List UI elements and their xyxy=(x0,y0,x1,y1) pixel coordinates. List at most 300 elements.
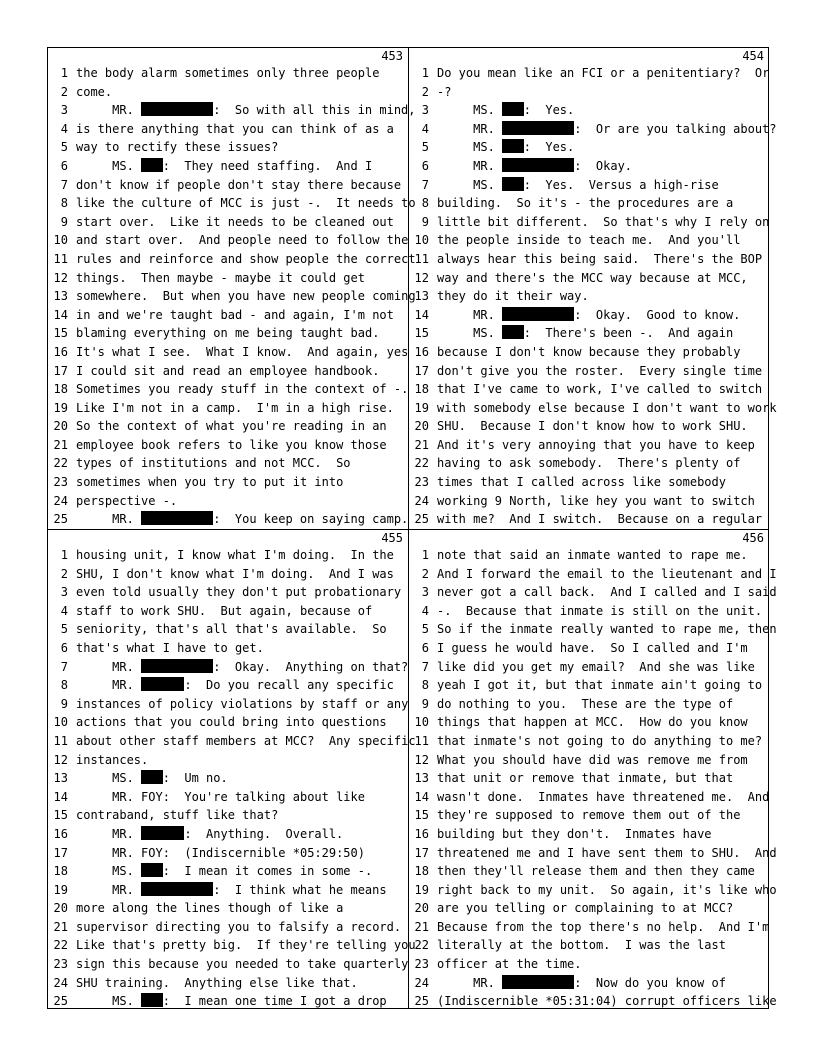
text-segment: about other staff members at MCC? Any specific xyxy=(76,733,416,748)
line-number: 7 xyxy=(60,659,68,674)
transcript-line xyxy=(409,862,770,881)
text-segment: : So with all this in mind, xyxy=(213,103,416,118)
text-segment: rules and reinforce and show people the correct xyxy=(76,251,416,266)
redaction-box xyxy=(141,993,163,1007)
text-segment: sometimes when you try to put it into xyxy=(76,475,344,490)
transcript-line xyxy=(409,138,770,157)
line-number: 22 xyxy=(53,456,68,471)
text-segment: : Okay. xyxy=(574,158,633,173)
transcript-line xyxy=(409,454,770,473)
text-segment: MS. xyxy=(76,771,142,786)
line-text xyxy=(437,899,733,918)
text-segment: MS. xyxy=(76,158,142,173)
line-number: 19 xyxy=(53,882,68,897)
text-segment: then they'll release them and then they came xyxy=(437,864,755,879)
line-number: 19 xyxy=(53,400,68,415)
text-segment: : Now do you know of xyxy=(574,975,726,990)
text-segment: Because from the top there's no help. And I'm xyxy=(437,919,770,934)
line-number: 20 xyxy=(53,901,68,916)
text-segment: little bit different. So that's why I rely on xyxy=(437,214,770,229)
text-segment: contraband, stuff like that? xyxy=(76,808,279,823)
redaction-box xyxy=(141,659,213,673)
line-text xyxy=(437,992,777,1011)
text-segment: So if the inmate really wanted to rape me, then xyxy=(437,622,777,637)
redaction-box xyxy=(141,158,163,172)
line-text xyxy=(437,676,762,695)
line-number: 1 xyxy=(421,66,429,80)
transcript-page-456 xyxy=(409,530,777,1011)
text-segment: start over. Like it needs to be cleaned out xyxy=(76,214,394,229)
line-number: 25 xyxy=(53,512,68,527)
text-segment: don't give you the roster. Every single time xyxy=(437,363,763,378)
text-segment: way and there's the MCC way because at MCC, xyxy=(437,270,748,285)
text-segment: MR. xyxy=(76,882,142,897)
line-number: 14 xyxy=(414,789,429,804)
line-text xyxy=(76,306,394,325)
line-text xyxy=(437,120,777,139)
text-segment: SHU, I don't know what I'm doing. And I was xyxy=(76,566,394,581)
text-segment: SHU training. Anything else like that. xyxy=(76,975,358,990)
text-segment: staff to work SHU. But again, because of xyxy=(76,603,373,618)
transcript-line xyxy=(409,881,777,900)
text-segment: threatened me and I have sent them to SHU. And xyxy=(437,845,777,860)
line-number: 11 xyxy=(53,251,68,266)
line-text xyxy=(437,713,748,732)
transcript-line xyxy=(48,510,409,529)
line-number: 17 xyxy=(53,363,68,378)
line-number: 13 xyxy=(53,289,68,304)
line-number: 11 xyxy=(414,251,429,266)
text-segment: MR. xyxy=(437,158,503,173)
text-segment: more along the lines though of like a xyxy=(76,901,344,916)
line-text xyxy=(76,955,408,974)
transcript-line xyxy=(48,231,409,250)
transcript-line xyxy=(409,955,770,974)
line-text xyxy=(437,565,777,584)
line-text xyxy=(76,417,387,436)
line-number: 10 xyxy=(414,715,429,730)
redaction-box xyxy=(141,511,213,525)
text-segment: : I mean one time I got a drop xyxy=(162,994,387,1009)
line-text xyxy=(437,287,589,306)
line-number: 19 xyxy=(414,400,429,415)
transcript-line xyxy=(409,380,770,399)
line-number: 24 xyxy=(53,493,68,508)
line-text xyxy=(76,620,387,639)
transcript-line xyxy=(409,64,770,83)
line-text xyxy=(76,343,408,362)
text-segment: MR. xyxy=(76,678,142,693)
transcript-line xyxy=(409,732,770,751)
line-number: 5 xyxy=(60,622,68,637)
line-number: 24 xyxy=(414,975,429,990)
line-number: 12 xyxy=(414,752,429,767)
line-text xyxy=(437,658,755,677)
line-number: 10 xyxy=(414,233,429,248)
transcript-line xyxy=(409,713,770,732)
transcript-line xyxy=(48,380,409,399)
line-text xyxy=(76,231,408,250)
transcript-line xyxy=(48,343,409,362)
line-number: 3 xyxy=(421,585,429,600)
line-text xyxy=(76,602,372,621)
text-segment: : Yes. xyxy=(523,140,575,155)
text-segment: actions that you could bring into questions xyxy=(76,715,387,730)
line-text xyxy=(437,138,574,157)
text-segment: MR. xyxy=(76,103,142,118)
line-text xyxy=(76,176,401,195)
transcript-line xyxy=(409,120,777,139)
line-text xyxy=(76,806,278,825)
transcript-line xyxy=(409,992,777,1011)
transcript-frame xyxy=(47,47,777,1009)
line-number: 25 xyxy=(414,994,429,1009)
line-number: 11 xyxy=(414,733,429,748)
text-segment: because I don't know because they probably xyxy=(437,344,741,359)
line-text xyxy=(437,825,712,844)
line-number: 15 xyxy=(414,326,429,341)
line-number: 18 xyxy=(414,864,429,879)
line-text xyxy=(437,751,748,770)
line-text xyxy=(437,157,632,176)
transcript-line xyxy=(48,844,409,863)
line-number: 13 xyxy=(414,289,429,304)
text-segment: : Yes. xyxy=(523,103,575,118)
transcript-line xyxy=(48,417,409,436)
line-number: 20 xyxy=(53,419,68,434)
line-text xyxy=(437,101,574,120)
line-number: 24 xyxy=(53,975,68,990)
line-number: 13 xyxy=(53,771,68,786)
transcript-line xyxy=(48,936,416,955)
transcript-line xyxy=(409,565,777,584)
line-text xyxy=(76,899,343,918)
transcript-line xyxy=(48,788,409,807)
text-segment: : They need staffing. And I xyxy=(162,158,373,173)
line-number: 6 xyxy=(60,158,68,173)
redaction-box xyxy=(502,102,524,116)
line-text xyxy=(76,769,228,788)
line-number: 5 xyxy=(421,140,429,155)
text-segment: MS. xyxy=(437,326,503,341)
text-segment: even told usually they don't put probationary xyxy=(76,585,402,600)
text-segment: I could sit and read an employee handbook. xyxy=(76,363,380,378)
line-text xyxy=(437,806,740,825)
transcript-line xyxy=(409,417,770,436)
text-segment: is there anything that you can think of as a xyxy=(76,121,394,136)
text-segment: that unit or remove that inmate, but that xyxy=(437,771,734,786)
redaction-box xyxy=(502,121,574,135)
line-text xyxy=(76,676,394,695)
line-number: 2 xyxy=(60,84,68,99)
transcript-line xyxy=(409,602,770,621)
text-segment: having to ask somebody. There's plenty of xyxy=(437,456,741,471)
transcript-line xyxy=(409,546,770,565)
line-list xyxy=(409,546,777,1011)
transcript-line xyxy=(48,825,409,844)
transcript-line xyxy=(48,862,409,881)
transcript-line xyxy=(409,362,770,381)
line-text xyxy=(76,194,416,213)
line-text xyxy=(76,138,278,157)
line-text xyxy=(76,713,387,732)
line-number: 14 xyxy=(414,307,429,322)
line-number: 8 xyxy=(60,196,68,211)
line-number: 19 xyxy=(414,882,429,897)
transcript-line xyxy=(409,157,770,176)
line-text xyxy=(437,399,777,418)
text-segment: MS. xyxy=(437,177,503,192)
transcript-line xyxy=(48,473,409,492)
line-text xyxy=(76,862,372,881)
line-number: 12 xyxy=(53,752,68,767)
transcript-line xyxy=(409,436,770,455)
line-number: 8 xyxy=(60,678,68,693)
transcript-line xyxy=(48,287,416,306)
line-number: 5 xyxy=(421,622,429,637)
transcript-line xyxy=(48,138,409,157)
transcript-line xyxy=(409,769,770,788)
line-text xyxy=(437,231,740,250)
transcript-line xyxy=(409,194,770,213)
line-text xyxy=(76,473,343,492)
line-number: 7 xyxy=(421,659,429,674)
line-text xyxy=(76,157,372,176)
transcript-line xyxy=(48,620,409,639)
transcript-line xyxy=(409,101,770,120)
text-segment: that I've came to work, I've called to switch xyxy=(437,382,763,397)
text-segment: : I think what he means xyxy=(213,882,387,897)
redaction-box xyxy=(141,863,163,877)
text-segment: way to rectify these issues? xyxy=(76,140,279,155)
text-segment: Like I'm not in a camp. I'm in a high rise. xyxy=(76,400,394,415)
redaction-box xyxy=(141,677,184,691)
text-segment: : Do you recall any specific xyxy=(184,678,394,693)
text-segment: -. Because that inmate is still on the unit. xyxy=(437,603,763,618)
text-segment: employee book refers to like you know those xyxy=(76,437,387,452)
transcript-line xyxy=(409,213,770,232)
redaction-box xyxy=(141,826,184,840)
transcript-line xyxy=(48,713,409,732)
redaction-box xyxy=(141,102,213,116)
transcript-line xyxy=(48,399,409,418)
transcript-line xyxy=(48,176,409,195)
transcript-line xyxy=(409,510,770,529)
transcript-line xyxy=(409,176,770,195)
text-segment: : Okay. Anything on that? xyxy=(213,659,409,674)
line-number: 16 xyxy=(53,344,68,359)
text-segment: : Anything. Overall. xyxy=(184,826,344,841)
line-text xyxy=(437,83,451,102)
text-segment: that inmate's not going to do anything to me? xyxy=(437,733,763,748)
line-number: 6 xyxy=(421,158,429,173)
text-segment: (Indiscernible *05:31:04) corrupt officers like xyxy=(437,994,777,1009)
line-number: 17 xyxy=(414,845,429,860)
line-text xyxy=(437,732,762,751)
line-number: 23 xyxy=(53,957,68,972)
redaction-box xyxy=(502,307,574,321)
line-number: 4 xyxy=(60,121,68,136)
line-text xyxy=(76,120,394,139)
line-number: 7 xyxy=(60,177,68,192)
line-number: 16 xyxy=(414,344,429,359)
text-segment: and start over. And people need to follow the xyxy=(76,233,409,248)
text-segment: -? xyxy=(437,84,452,99)
line-number: 15 xyxy=(53,326,68,341)
line-number: 10 xyxy=(53,233,68,248)
text-segment: come. xyxy=(76,84,113,99)
line-number: 7 xyxy=(421,177,429,192)
line-number: 1 xyxy=(60,66,68,80)
line-number: 20 xyxy=(414,419,429,434)
text-segment: perspective -. xyxy=(76,493,178,508)
line-text xyxy=(76,64,379,83)
line-text xyxy=(76,732,416,751)
text-segment: MR. FOY: You're talking about like xyxy=(76,789,365,804)
line-text xyxy=(437,936,726,955)
line-number: 11 xyxy=(53,733,68,748)
text-segment: the people inside to teach me. And you'll xyxy=(437,233,741,248)
line-list xyxy=(48,64,416,529)
transcript-line xyxy=(48,436,409,455)
line-number: 10 xyxy=(53,715,68,730)
text-segment: officer at the time. xyxy=(437,957,582,972)
line-text xyxy=(76,213,394,232)
text-segment: working 9 North, like hey you want to switch xyxy=(437,493,755,508)
text-segment: right back to my unit. So again, it's like who xyxy=(437,882,777,897)
transcript-line xyxy=(409,343,770,362)
transcript-line xyxy=(409,324,770,343)
line-number: 12 xyxy=(414,270,429,285)
line-number: 3 xyxy=(60,103,68,118)
line-text xyxy=(437,380,762,399)
line-text xyxy=(437,881,777,900)
text-segment: MS. xyxy=(76,864,142,879)
line-number: 3 xyxy=(421,103,429,118)
text-segment: instances. xyxy=(76,752,149,767)
text-segment: never got a call back. And I called and I said xyxy=(437,585,777,600)
line-number: 23 xyxy=(53,475,68,490)
line-text xyxy=(437,510,762,529)
text-segment: : Yes. Versus a high-rise xyxy=(523,177,719,192)
line-number: 17 xyxy=(53,845,68,860)
line-text xyxy=(437,844,777,863)
text-segment: supervisor directing you to falsify a record. xyxy=(76,919,402,934)
line-text xyxy=(437,918,769,937)
line-text xyxy=(437,602,762,621)
line-list xyxy=(409,64,777,529)
transcript-line xyxy=(48,565,409,584)
text-segment: Do you mean like an FCI or a penitentiary? Or xyxy=(437,66,770,80)
text-segment: like did you get my email? And she was like xyxy=(437,659,755,674)
line-number: 20 xyxy=(414,901,429,916)
line-text xyxy=(437,546,748,565)
transcript-line xyxy=(409,695,770,714)
text-segment: And it's very annoying that you have to keep xyxy=(437,437,755,452)
line-number: 22 xyxy=(414,938,429,953)
transcript-line xyxy=(48,269,409,288)
line-number: 22 xyxy=(53,938,68,953)
line-text xyxy=(76,83,112,102)
text-segment: things. Then maybe - maybe it could get xyxy=(76,270,365,285)
line-text xyxy=(76,492,177,511)
transcript-line xyxy=(48,546,409,565)
line-text xyxy=(437,695,733,714)
line-text xyxy=(76,436,387,455)
text-segment: yeah I got it, but that inmate ain't going to xyxy=(437,678,763,693)
text-segment: somewhere. But when you have new people coming xyxy=(76,289,416,304)
line-number: 18 xyxy=(53,864,68,879)
text-segment: MR. xyxy=(437,121,503,136)
text-segment: do nothing to you. These are the type of xyxy=(437,696,734,711)
line-number: 25 xyxy=(53,994,68,1009)
text-segment: Sometimes you ready stuff in the context of -. xyxy=(76,382,409,397)
page-number: 454 xyxy=(742,49,764,63)
transcript-page-453 xyxy=(48,48,416,529)
text-segment: : You keep on saying camp. xyxy=(213,512,409,527)
line-number: 15 xyxy=(53,808,68,823)
text-segment: MR. xyxy=(437,307,503,322)
redaction-box xyxy=(502,975,574,989)
line-text xyxy=(76,287,416,306)
line-text xyxy=(76,881,387,900)
line-number: 9 xyxy=(421,214,429,229)
transcript-line xyxy=(48,602,409,621)
transcript-line xyxy=(48,213,409,232)
line-text xyxy=(437,194,733,213)
text-segment: sign this because you needed to take quarterly xyxy=(76,957,409,972)
text-segment: SHU. Because I don't know how to work SHU. xyxy=(437,419,748,434)
line-text xyxy=(437,974,726,993)
line-text xyxy=(76,324,379,343)
line-number: 2 xyxy=(421,84,429,99)
transcript-page-455 xyxy=(48,530,416,1011)
text-segment: they're supposed to remove them out of the xyxy=(437,808,741,823)
text-segment: : Um no. xyxy=(162,771,228,786)
transcript-line xyxy=(409,751,770,770)
line-text xyxy=(437,639,748,658)
line-number: 21 xyxy=(53,437,68,452)
line-number: 9 xyxy=(60,696,68,711)
text-segment: MS. xyxy=(437,140,503,155)
line-text xyxy=(76,974,358,993)
page-number: 456 xyxy=(742,531,764,545)
line-number: 14 xyxy=(53,307,68,322)
line-number: 4 xyxy=(421,603,429,618)
transcript-line xyxy=(48,955,409,974)
transcript-line xyxy=(48,695,409,714)
line-number: 25 xyxy=(414,512,429,527)
line-text xyxy=(437,362,762,381)
transcript-line xyxy=(409,473,770,492)
transcript-line xyxy=(409,287,770,306)
line-number: 1 xyxy=(60,548,68,562)
transcript-line xyxy=(409,844,777,863)
line-number: 6 xyxy=(421,640,429,655)
redaction-box xyxy=(502,177,524,191)
line-number: 23 xyxy=(414,957,429,972)
page-number: 455 xyxy=(381,531,403,545)
line-number: 12 xyxy=(53,270,68,285)
transcript-line xyxy=(48,918,409,937)
text-segment: I guess he would have. So I called and I'm xyxy=(437,640,748,655)
text-segment: wasn't done. Inmates have threatened me. And xyxy=(437,789,770,804)
text-segment: So the context of what you're reading in an xyxy=(76,419,387,434)
transcript-line xyxy=(409,936,770,955)
line-number: 4 xyxy=(421,121,429,136)
line-text xyxy=(76,936,416,955)
transcript-line xyxy=(409,899,770,918)
